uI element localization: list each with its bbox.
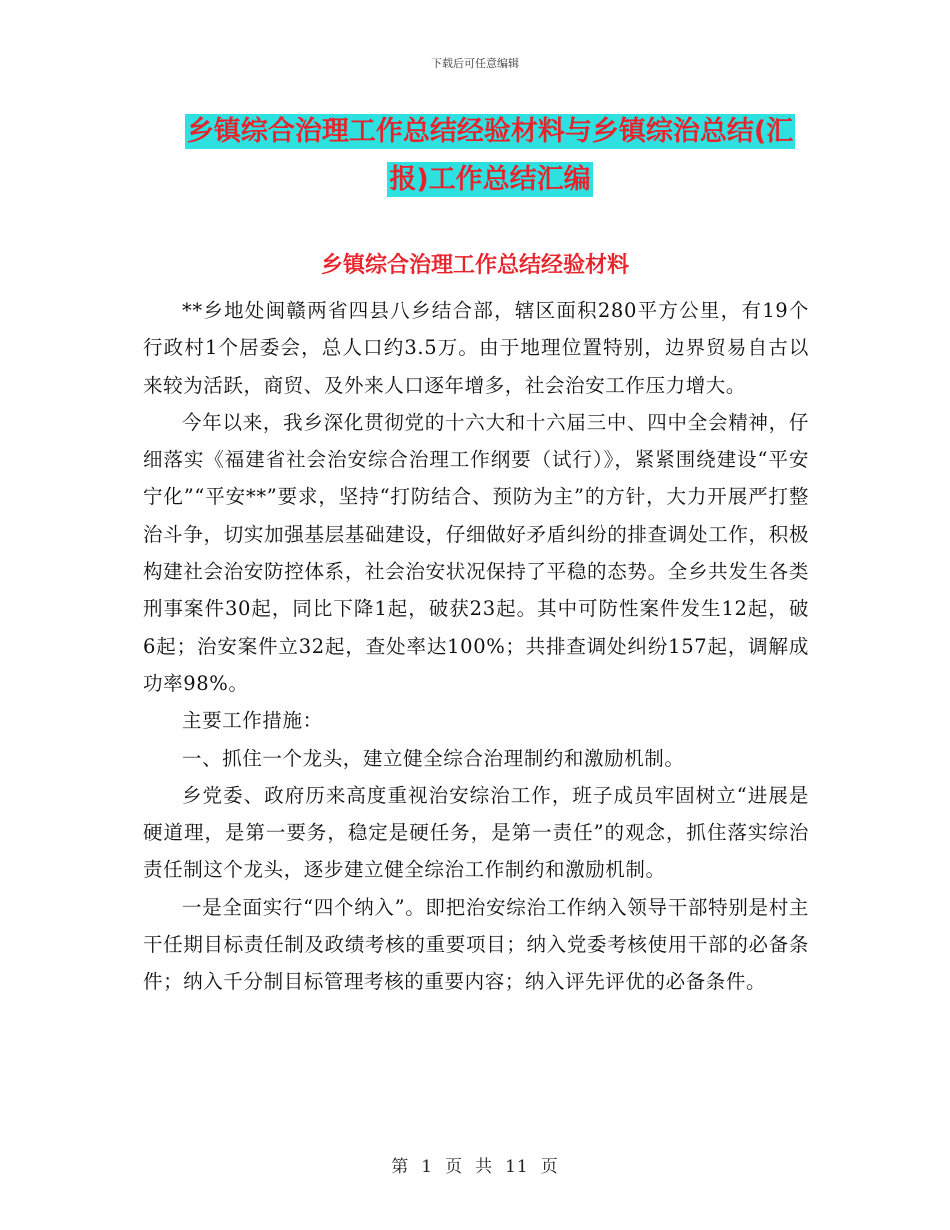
footer-total-prefix: 共 — [475, 1157, 494, 1177]
page-footer — [0, 1152, 950, 1177]
footer-total-unit: 页 — [540, 1157, 559, 1177]
section-title: 乡镇综合治理工作总结经验材料 — [320, 253, 629, 278]
body-paragraph: **乡地处闽赣两省四县八乡结合部，辖区面积280平方公里，有19个行政村1个居委会，总人口约3.5万。由于地理位置特别，边界贸易自古以来较为活跃，商贸、及外来人口逐年增多，社会治安工作压力增大。 — [143, 299, 809, 397]
body-paragraph: 今年以来，我乡深化贯彻党的十六大和十六届三中、四中全会精神，仔细落实《福建省社会治安综合治理工作纲要（试行）》，紧紧围绕建设“平安宁化”“平安**”要求，坚持“打防结合、预防为主”的方针，大力开展严打整治斗争，切实加强基层基础建设，仔细做好矛盾纠纷的排查调处工作，积极构建社会治安防控体系，社会治安状况保持了平稳的态势。全乡共发生各类刑事案件30起，同比下降1起，破获23起。其中可防性案件发生12起，破6起；治安案件立32起，查处率达100%；共排查调处纠纷157起，调解成功率98%。 — [143, 410, 809, 695]
body-paragraph: 一、抓住一个龙头，建立健全综合治理制约和激励机制。 — [182, 746, 685, 770]
body-paragraph: 主要工作措施： — [182, 709, 323, 733]
footer-page-unit: 页 — [445, 1157, 464, 1177]
document-title-line-2: 报)工作总结汇编 — [389, 164, 591, 195]
total-pages: 11 — [505, 1157, 529, 1177]
body-paragraph: 一是全面实行“四个纳入”。即把治安综治工作纳入领导干部特别是村主干任期目标责任制及政绩考核的重要项目；纳入党委考核使用干部的必备条件；纳入千分制目标管理考核的重要内容；纳入评先评优的必备条件。 — [143, 895, 809, 994]
header-note: 下载后可任意编辑 — [431, 57, 519, 70]
document-title-line-1: 乡镇综合治理工作总结经验材料与乡镇综治总结(汇 — [186, 116, 794, 147]
document-body — [143, 292, 809, 1001]
document-title — [170, 108, 810, 204]
body-paragraph: 乡党委、政府历来高度重视治安综治工作，班子成员牢固树立“进展是硬道理，是第一要务，稳定是硬任务，是第一责任”的观念，抓住落实综治责任制这个龙头，逐步建立健全综治工作制约和激励机制。 — [143, 783, 809, 882]
footer-prefix: 第 — [391, 1157, 410, 1177]
page-number: 1 — [421, 1157, 434, 1177]
